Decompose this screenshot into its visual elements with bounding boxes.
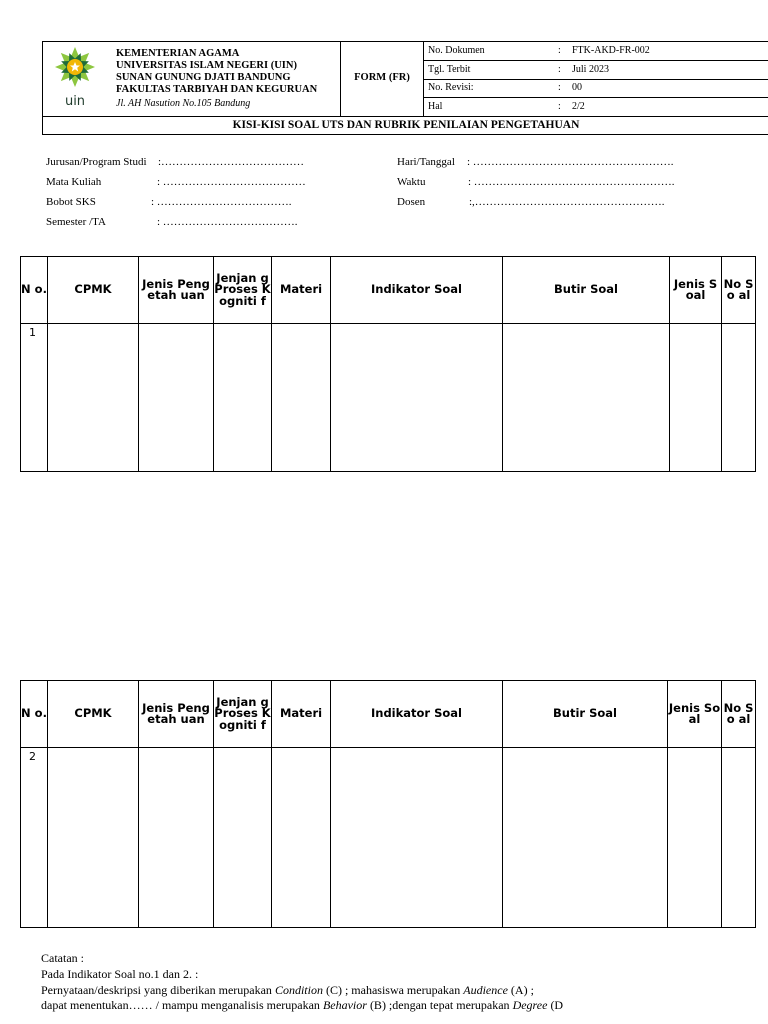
document-title: KISI-KISI SOAL UTS DAN RUBRIK PENILAIAN PENGETAHUAN: [232, 119, 580, 131]
cell-material[interactable]: [272, 324, 331, 472]
org-ministry: KEMENTERIAN AGAMA: [116, 48, 240, 59]
meta-value-doc-number: FTK-AKD-FR-002: [572, 45, 650, 56]
notes-text: dapat menentukan…… / mampu menganalisis merupakan: [41, 998, 323, 1012]
col-header-material: Materi: [272, 257, 331, 324]
cell-question-item[interactable]: [503, 324, 670, 472]
col-header-indicator: Indikator Soal: [331, 681, 503, 748]
cell-cpmk[interactable]: [48, 324, 139, 472]
info-label-program: Jurusan/Program Studi: [46, 156, 147, 168]
notes-term-condition: Condition: [274, 983, 323, 997]
notes-text: Pernyataan/deskripsi yang diberikan merupakan: [41, 983, 275, 997]
col-header-cognitive-level: Jenjan g Proses Kogniti f: [214, 681, 272, 748]
question-grid-2: [20, 680, 756, 928]
info-value-lecturer[interactable]: :,…………………………………………….: [469, 196, 665, 208]
form-label: FORM (FR): [354, 72, 410, 83]
cell-cpmk[interactable]: [48, 748, 139, 928]
meta-label-doc-number: No. Dokumen: [428, 45, 485, 56]
meta-colon: :: [558, 45, 561, 56]
notes-term-audience: Audience: [463, 983, 508, 997]
table-header-row: [21, 257, 756, 324]
table-header-row: [21, 681, 756, 748]
meta-label-issue-date: Tgl. Terbit: [428, 64, 471, 75]
table-row: [21, 748, 756, 928]
notes-term-degree: Degree: [512, 998, 548, 1012]
info-value-time[interactable]: : ……………………………………………….: [468, 176, 675, 188]
meta-colon: :: [558, 82, 561, 93]
meta-value-revision: 00: [572, 82, 582, 93]
notes-text: (D: [547, 998, 564, 1012]
info-value-credits[interactable]: : ……………………………….: [151, 196, 292, 208]
logo-text: uin: [64, 94, 86, 109]
meta-value-page: 2/2: [572, 101, 585, 112]
col-header-material: Materi: [272, 681, 331, 748]
info-label-date: Hari/Tanggal: [397, 156, 455, 168]
meta-label-revision: No. Revisi:: [428, 82, 474, 93]
org-address: Jl. AH Nasution No.105 Bandung: [116, 98, 251, 109]
info-label-semester: Semester /TA: [46, 216, 106, 228]
meta-value-issue-date: Juli 2023: [572, 64, 609, 75]
info-value-course[interactable]: : …………………………………: [157, 176, 306, 188]
org-university: UNIVERSITAS ISLAM NEGERI (UIN): [116, 60, 297, 71]
col-header-number: N o.: [21, 257, 48, 324]
question-grid-1: [20, 256, 756, 472]
org-university-name: SUNAN GUNUNG DJATI BANDUNG: [116, 72, 291, 83]
cell-material[interactable]: [272, 748, 331, 928]
notes-line-1: Pada Indikator Soal no.1 dan 2. :: [41, 967, 199, 981]
cell-cognitive-level[interactable]: [214, 748, 272, 928]
cell-question-item[interactable]: [503, 748, 668, 928]
info-value-semester[interactable]: : ……………………………….: [157, 216, 298, 228]
meta-divider: [423, 79, 768, 80]
notes-term-behavior: Behavior: [322, 998, 367, 1012]
cell-question-number[interactable]: [722, 324, 756, 472]
meta-divider: [423, 97, 768, 98]
col-header-question-item: Butir Soal: [503, 681, 668, 748]
cell-knowledge-type[interactable]: [139, 324, 214, 472]
col-header-knowledge-type: Jenis Pengetah uan: [139, 681, 214, 748]
row-number: 2: [21, 748, 48, 928]
cell-question-type[interactable]: [668, 748, 722, 928]
col-header-question-type: Jenis Soal: [668, 681, 722, 748]
col-header-question-number: No So al: [722, 257, 756, 324]
col-header-number: N o.: [21, 681, 48, 748]
header-divider: [42, 116, 768, 117]
meta-colon: :: [558, 64, 561, 75]
notes-heading: Catatan :: [41, 951, 84, 965]
meta-divider: [423, 60, 768, 61]
col-header-question-number: No So al: [722, 681, 756, 748]
col-header-cpmk: CPMK: [48, 681, 139, 748]
cell-indicator[interactable]: [331, 748, 503, 928]
col-header-cpmk: CPMK: [48, 257, 139, 324]
info-label-credits: Bobot SKS: [46, 196, 96, 208]
notes-line-3: [41, 998, 563, 1013]
cell-question-type[interactable]: [670, 324, 722, 472]
uin-logo: [47, 45, 103, 109]
info-label-time: Waktu: [397, 176, 426, 188]
notes-text: (C) ; mahasiswa merupakan: [322, 983, 464, 997]
table-row: [21, 324, 756, 472]
row-number: 1: [21, 324, 48, 472]
cell-question-number[interactable]: [722, 748, 756, 928]
meta-colon: :: [558, 101, 561, 112]
info-label-course: Mata Kuliah: [46, 176, 102, 188]
col-header-question-type: Jenis Soal: [670, 257, 722, 324]
cell-knowledge-type[interactable]: [139, 748, 214, 928]
meta-label-page: Hal: [428, 101, 443, 112]
cell-indicator[interactable]: [331, 324, 503, 472]
col-header-indicator: Indikator Soal: [331, 257, 503, 324]
info-label-lecturer: Dosen: [397, 196, 426, 208]
cell-cognitive-level[interactable]: [214, 324, 272, 472]
notes-text: (B) ;dengan tepat merupakan: [366, 998, 513, 1012]
col-header-question-item: Butir Soal: [503, 257, 670, 324]
info-value-program[interactable]: :…………………………………: [158, 156, 305, 168]
info-value-date[interactable]: : ……………………………………………….: [467, 156, 674, 168]
org-faculty: FAKULTAS TARBIYAH DAN KEGURUAN: [116, 84, 318, 95]
notes-line-2: [41, 983, 534, 998]
notes-text: (A) ;: [507, 983, 534, 997]
col-header-cognitive-level: Jenjan g Proses Kogniti f: [214, 257, 272, 324]
col-header-knowledge-type: Jenis Pengetah uan: [139, 257, 214, 324]
